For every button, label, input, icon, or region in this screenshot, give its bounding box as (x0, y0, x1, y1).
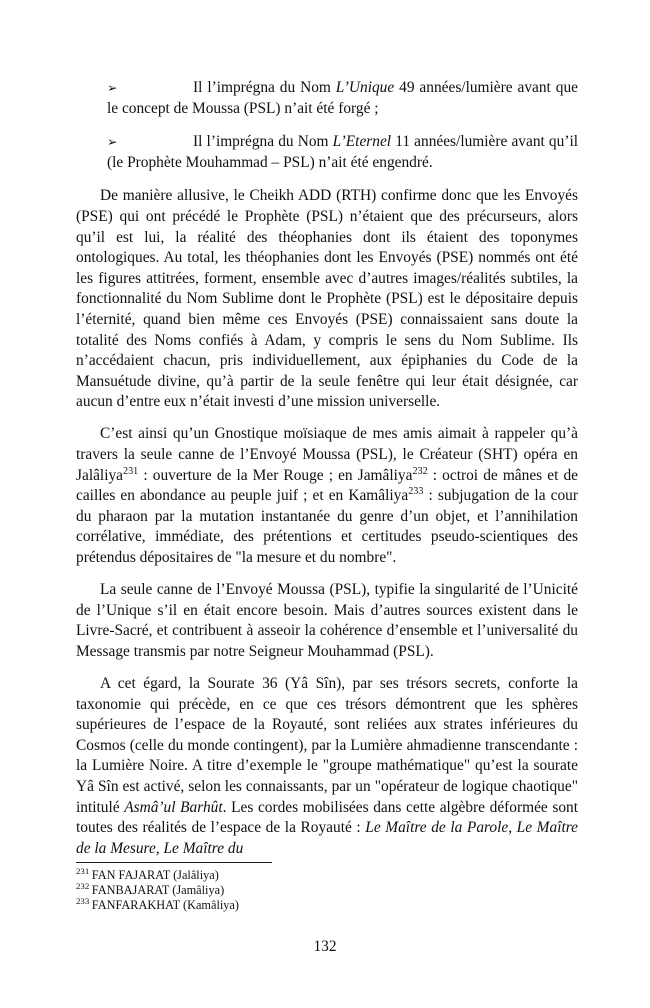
paragraph-2-segment-1: C’est ainsi qu’un Gnostique moïsiaque de mes amis aimait à rappeler qu’à travers la seule canne de l’Envoyé Moussa (PSL), le Créateur (SHT) opéra en Jalâliya (76, 425, 578, 484)
arrowhead-bullet-icon: ➢ (107, 80, 118, 95)
paragraph-2-segment-4: : subjugation de la cour du pharaon par la mutation instantanée du genre d’un objet, et l’annihilation corrélative, immédiate, des prétentions et certitudes pseudo-scientiques des prétendus dépositaires de "la mesure et du nombre". (76, 487, 578, 566)
list-item (76, 132, 578, 173)
footnote-marker: 233 (76, 896, 90, 907)
arrowhead-bullet-icon: ➢ (107, 134, 118, 150)
paragraph-2-segment-3: : octroi de mânes et de cailles en abondance au peuple juif ; et en Kamâliya (76, 466, 578, 505)
bullet-tail-text: 11 années/lumière avant qu’il (le Prophète Mouhammad – PSL) n’ait été engendré. (107, 133, 578, 171)
paragraph-2 (76, 424, 578, 568)
footnote-text: FANBAJARAT (Jamâliya) (91, 883, 225, 898)
paragraph-4-italic-titles: Le Maître de la Parole, Le Maître de la Mesure, Le Maître du (76, 819, 578, 857)
paragraph-4-segment-2: . Les cordes mobilisées dans cette algèbre déformée sont toutes des réalités de l’espace de la Royauté : (76, 798, 579, 837)
bullet-italic-name: L’Eternel (332, 133, 392, 151)
body-text-column (76, 78, 578, 859)
page-number: 132 (313, 938, 337, 955)
footnote-separator-rule (76, 862, 272, 863)
footnote-marker: 231 (76, 865, 90, 876)
footnote-item (76, 898, 578, 913)
bullet-tail-text: 49 années/lumière avant que le concept de Moussa (PSL) n’ait été forgé ; (107, 79, 578, 117)
footnote-marker: 232 (76, 881, 90, 892)
footnote-ref-233[interactable]: 233 (408, 486, 424, 498)
footnote-block (76, 862, 578, 914)
footnote-item (76, 883, 578, 898)
paragraph-1: De manière allusive, le Cheikh ADD (RTH) confirme donc que les Envoyés (PSE) qui ont précédé le Prophète (PSL) n’étaient que des précurseurs, alors qu’il est lui, la réalité des théophanies dont ils étaient des toponymes ontologiques. Au total, les théophanies dont les Envoyés (PSE) nommés ont été les figures attitrées, forment, ensemble avec d’autres images/réalités subtiles, la fonctionnalité du Nom Sublime dont le Prophète (PSL) est le dépositaire depuis l’éternité, quand bien même ces Envoyés (PSE) connaissaient sans doute la totalité des Noms confiés à Adam, y compris le sens du Nom Sublime. Ils n’accédaient chacun, pris individuellement, aux épiphanies du Code de la Mansuétude divine, qu’à partir de la seule fenêtre qui leur était désignée, car aucun d’entre eux n’était investi d’une mission universelle. (76, 187, 578, 411)
list-item (76, 78, 578, 119)
paragraph-4-italic-term: Asmâ’ul Barhût (124, 798, 223, 816)
bullet-italic-name: L’Unique (335, 79, 395, 96)
paragraph-4-segment-1: A cet égard, la Sourate 36 (Yâ Sîn), par ses trésors secrets, conforte la taxonomie qui précède, en ce que ces trésors démontrent que les sphères supérieures de l’espace de la Royauté, sont reliées aux strates inférieures du Cosmos (celle du monde contingent), par la Lumière ahmadienne transcendante : la Lumière Noire. A titre d’exemple le "groupe mathématique" qu’est la sourate Yâ Sîn est activé, selon les connaissants, par un "opérateur de logique chaotique" intitulé (76, 674, 578, 816)
footnote-text: FAN FAJARAT (Jalâliya) (91, 868, 219, 882)
footnote-text: FANFARAKHAT (Kamâliya) (91, 898, 239, 913)
paragraph-3: La seule canne de l’Envoyé Moussa (PSL), typifie la singularité de l’Unicité de l’Unique s’il en était encore besoin. Mais d’autres sources existent dans le Livre-Sacré, et contribuent à asseoir la cohérence d’ensemble et l’universalité du Message transmis par notre Seigneur Mouhammad (PSL). (76, 581, 578, 660)
footnote-ref-231[interactable]: 231 (123, 465, 139, 477)
paragraph-2-segment-2: : ouverture de la Mer Rouge ; en Jamâliya (138, 466, 413, 484)
paragraph-4 (76, 674, 578, 859)
footnote-item (76, 865, 578, 883)
bullet-lead-text: Il l’imprégna du Nom (193, 133, 333, 151)
footnote-ref-232[interactable]: 232 (412, 465, 428, 477)
bullet-lead-text: Il l’imprégna du Nom (193, 79, 336, 96)
